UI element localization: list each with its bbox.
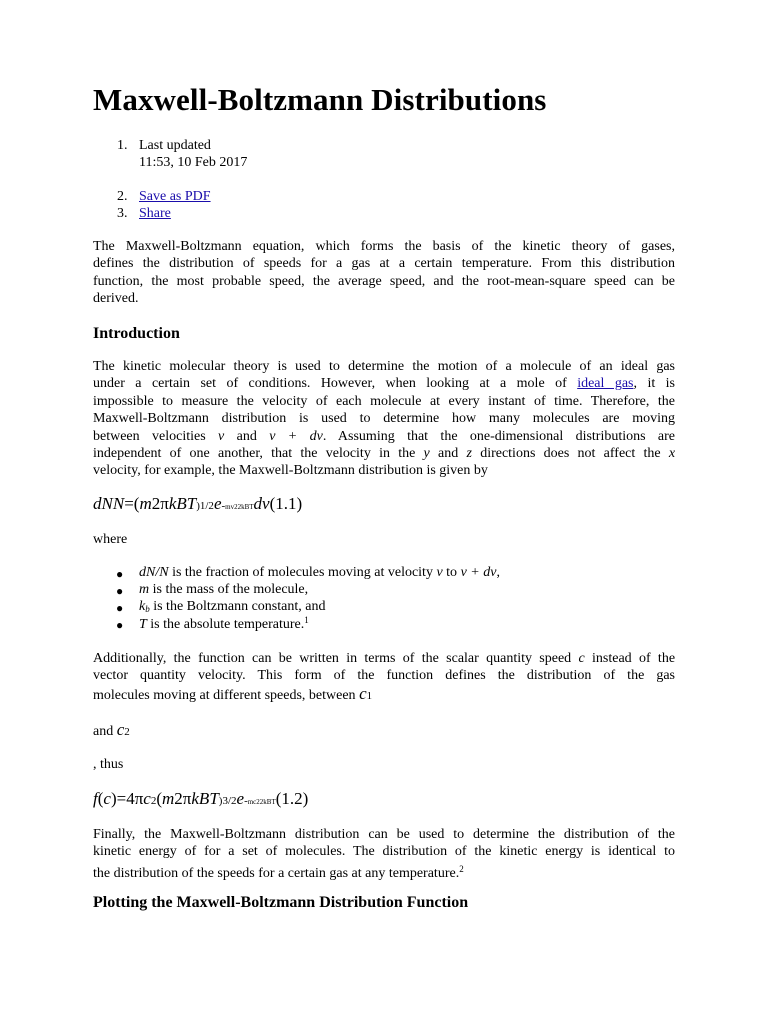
text-line: under a certain set of conditions. However, when looking at a mole of ideal gas, it is: [93, 376, 676, 392]
text-line: velocity, for example, the Maxwell-Boltzmann distribution is given by: [93, 463, 488, 479]
speed-paragraph: [93, 650, 675, 705]
and-c2-line: and c2: [93, 720, 130, 739]
introduction-heading: Introduction: [93, 325, 180, 342]
text-line: kinetic energy of for a set of molecules. The distribution of the kinetic energy is identical to: [93, 844, 675, 860]
text-line: the distribution of the speeds for a certain gas at any temperature.$^2$: [93, 863, 464, 881]
page-title: Maxwell-Boltzmann Distributions: [93, 82, 547, 117]
energy-paragraph: [93, 826, 675, 882]
list-number-2: 2.: [117, 189, 128, 204]
ideal-gas-link[interactable]: ideal gas: [577, 376, 634, 392]
bullet-icon: ●: [116, 618, 124, 632]
intro-paragraph: [93, 238, 675, 308]
text-line: Additionally, the function can be written in terms of the scalar quantity speed c instead of the: [93, 651, 676, 666]
text-line: Finally, the Maxwell-Boltzmann distribution can be used to determine the distribution of the: [93, 827, 675, 842]
list-item: $k_b$ is the Boltzmann constant, and: [139, 599, 326, 614]
last-updated-label: Last updated: [139, 138, 211, 153]
text-line: Maxwell-Boltzmann distribution is used to determine how many molecules are moving: [93, 411, 675, 427]
text-line: between velocities v and v + dv. Assuming that the one-dimensional distributions are: [93, 428, 676, 444]
last-updated-value: 11:53, 10 Feb 2017: [139, 155, 248, 170]
equation-1-2: f(c)=4πc2(m2πkBT)3/2e-mc22kBT(1.2): [93, 789, 309, 808]
list-item: dN/N is the fraction of molecules moving at velocity v to v + dv,: [139, 565, 500, 580]
intro-line: defines the distribution of speeds for a gas at a certain temperature. From this distribution: [93, 256, 675, 272]
list-number-1: 1.: [117, 138, 128, 153]
text-line: independent of one another, that the velocity in the y and z directions does not affect the x: [93, 446, 676, 462]
bullet-icon: ●: [116, 601, 124, 615]
intro-line: function, the most probable speed, the average speed, and the root-mean-square speed can be: [93, 273, 675, 289]
intro-line: derived.: [93, 291, 139, 307]
thus-label: , thus: [93, 757, 124, 772]
text-line: molecules moving at different speeds, between c1: [93, 683, 373, 703]
share-link[interactable]: Share: [139, 206, 171, 221]
introduction-paragraph: [93, 358, 675, 480]
text-line: The kinetic molecular theory is used to determine the motion of a molecule of an ideal gas: [93, 359, 675, 374]
text-line: impossible to measure the velocity of each molecule at every instant of time. Therefore, the: [93, 393, 675, 409]
equation-1-1: dNN=(m2πkBT)1/2e-mv22kBTdv(1.1): [93, 494, 303, 513]
text-line: vector quantity velocity. This form of the function defines the distribution of the gas: [93, 668, 675, 684]
list-item: T is the absolute temperature.$^1$: [139, 615, 309, 632]
bullet-icon: ●: [116, 567, 124, 581]
list-item: m is the mass of the molecule,: [139, 582, 309, 597]
bullet-icon: ●: [116, 584, 124, 598]
plotting-heading: Plotting the Maxwell-Boltzmann Distribution Function: [93, 894, 469, 911]
list-number-3: 3.: [117, 206, 128, 221]
intro-line: The Maxwell-Boltzmann equation, which forms the basis of the kinetic theory of gases,: [93, 239, 675, 254]
save-as-pdf-link[interactable]: Save as PDF: [139, 189, 211, 204]
where-label: where: [93, 532, 128, 547]
